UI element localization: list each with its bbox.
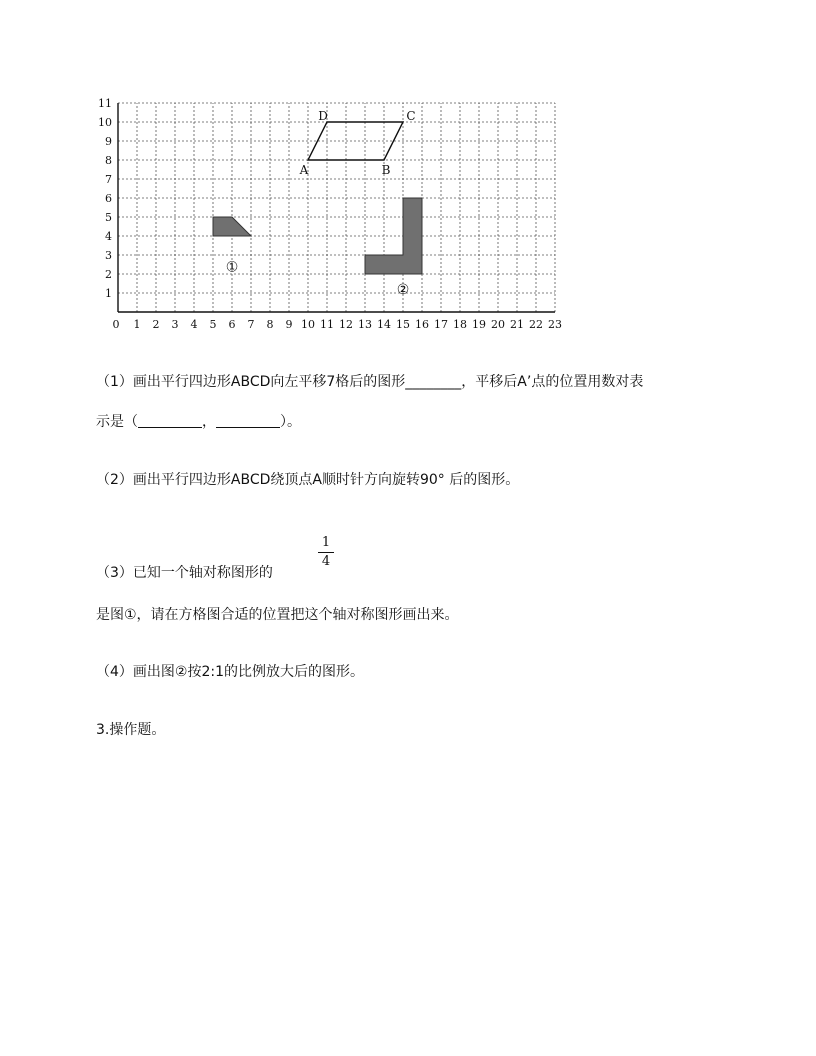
answer-blank-x [138, 413, 202, 428]
question-1-line-2-end: ）。 [280, 414, 301, 430]
fraction-numerator: 1 [321, 535, 331, 550]
vertex-label-b: B [381, 163, 391, 177]
x-tick-label: 7 [247, 318, 255, 331]
x-tick-label: 22 [529, 318, 543, 331]
x-tick-label: 2 [152, 318, 160, 331]
x-tick-label: 10 [301, 318, 315, 331]
y-tick-label: 6 [105, 192, 112, 205]
section-3-heading: 3.操作题。 [96, 722, 166, 738]
y-tick-label: 1 [105, 287, 112, 300]
x-tick-label: 12 [339, 318, 353, 331]
vertex-label-a: A [299, 163, 309, 177]
question-1-line-2 [96, 412, 301, 432]
x-tick-label: 18 [453, 318, 467, 331]
fraction-bar [318, 552, 334, 553]
vertex-label-d: D [318, 109, 328, 123]
shape-2 [365, 198, 422, 274]
question-2: （2）画出平行四边形ABCD绕顶点A顺时针方向旋转90° 后的图形。 [96, 472, 520, 488]
x-tick-label: 4 [190, 318, 198, 331]
x-tick-label: 19 [472, 318, 486, 331]
x-tick-label: 16 [415, 318, 429, 331]
x-tick-label: 21 [510, 318, 524, 331]
x-tick-label: 13 [358, 318, 372, 331]
x-tick-label: 8 [266, 318, 274, 331]
x-tick-label: 23 [548, 318, 562, 331]
x-tick-label: 6 [228, 318, 236, 331]
y-tick-label: 9 [105, 135, 112, 148]
y-tick-label: 3 [105, 249, 112, 262]
question-1-comma: ， [202, 414, 216, 430]
question-3-line-2: 是图①，请在方格图合适的位置把这个轴对称图形画出来。 [96, 607, 459, 623]
x-tick-label: 15 [396, 318, 410, 331]
y-tick-label: 8 [105, 154, 112, 167]
answer-blank-y [216, 413, 280, 428]
fraction-denominator: 4 [321, 554, 331, 569]
vertex-label-c: C [406, 109, 416, 123]
x-tick-label: 5 [209, 318, 217, 331]
x-tick-label: 3 [171, 318, 179, 331]
question-1-line-1: （1）画出平行四边形ABCD向左平移7格后的图形________，平移后A’点的位置用数对表 [96, 374, 644, 390]
x-tick-label: 0 [112, 318, 120, 331]
question-3-line-1: （3）已知一个轴对称图形的 [96, 565, 273, 581]
y-tick-label: 10 [98, 116, 112, 129]
x-tick-label: 20 [491, 318, 505, 331]
y-tick-label: 2 [105, 268, 112, 281]
question-1-line-2-start: 示是（ [96, 414, 138, 430]
y-tick-label: 4 [105, 230, 112, 243]
y-tick-label: 11 [98, 97, 112, 110]
question-4: （4）画出图②按2:1的比例放大后的图形。 [96, 664, 364, 680]
x-tick-label: 14 [377, 318, 391, 331]
shape-1-label: ① [225, 259, 239, 276]
x-tick-label: 9 [285, 318, 293, 331]
coordinate-grid-figure [96, 96, 566, 346]
y-tick-label: 7 [105, 173, 112, 186]
x-tick-label: 11 [320, 318, 334, 331]
x-tick-label: 17 [434, 318, 448, 331]
shape-2-label: ② [396, 282, 410, 299]
fraction-one-quarter [318, 536, 334, 569]
x-tick-label: 1 [133, 318, 141, 331]
y-tick-label: 5 [105, 211, 112, 224]
shape-1 [213, 217, 251, 236]
